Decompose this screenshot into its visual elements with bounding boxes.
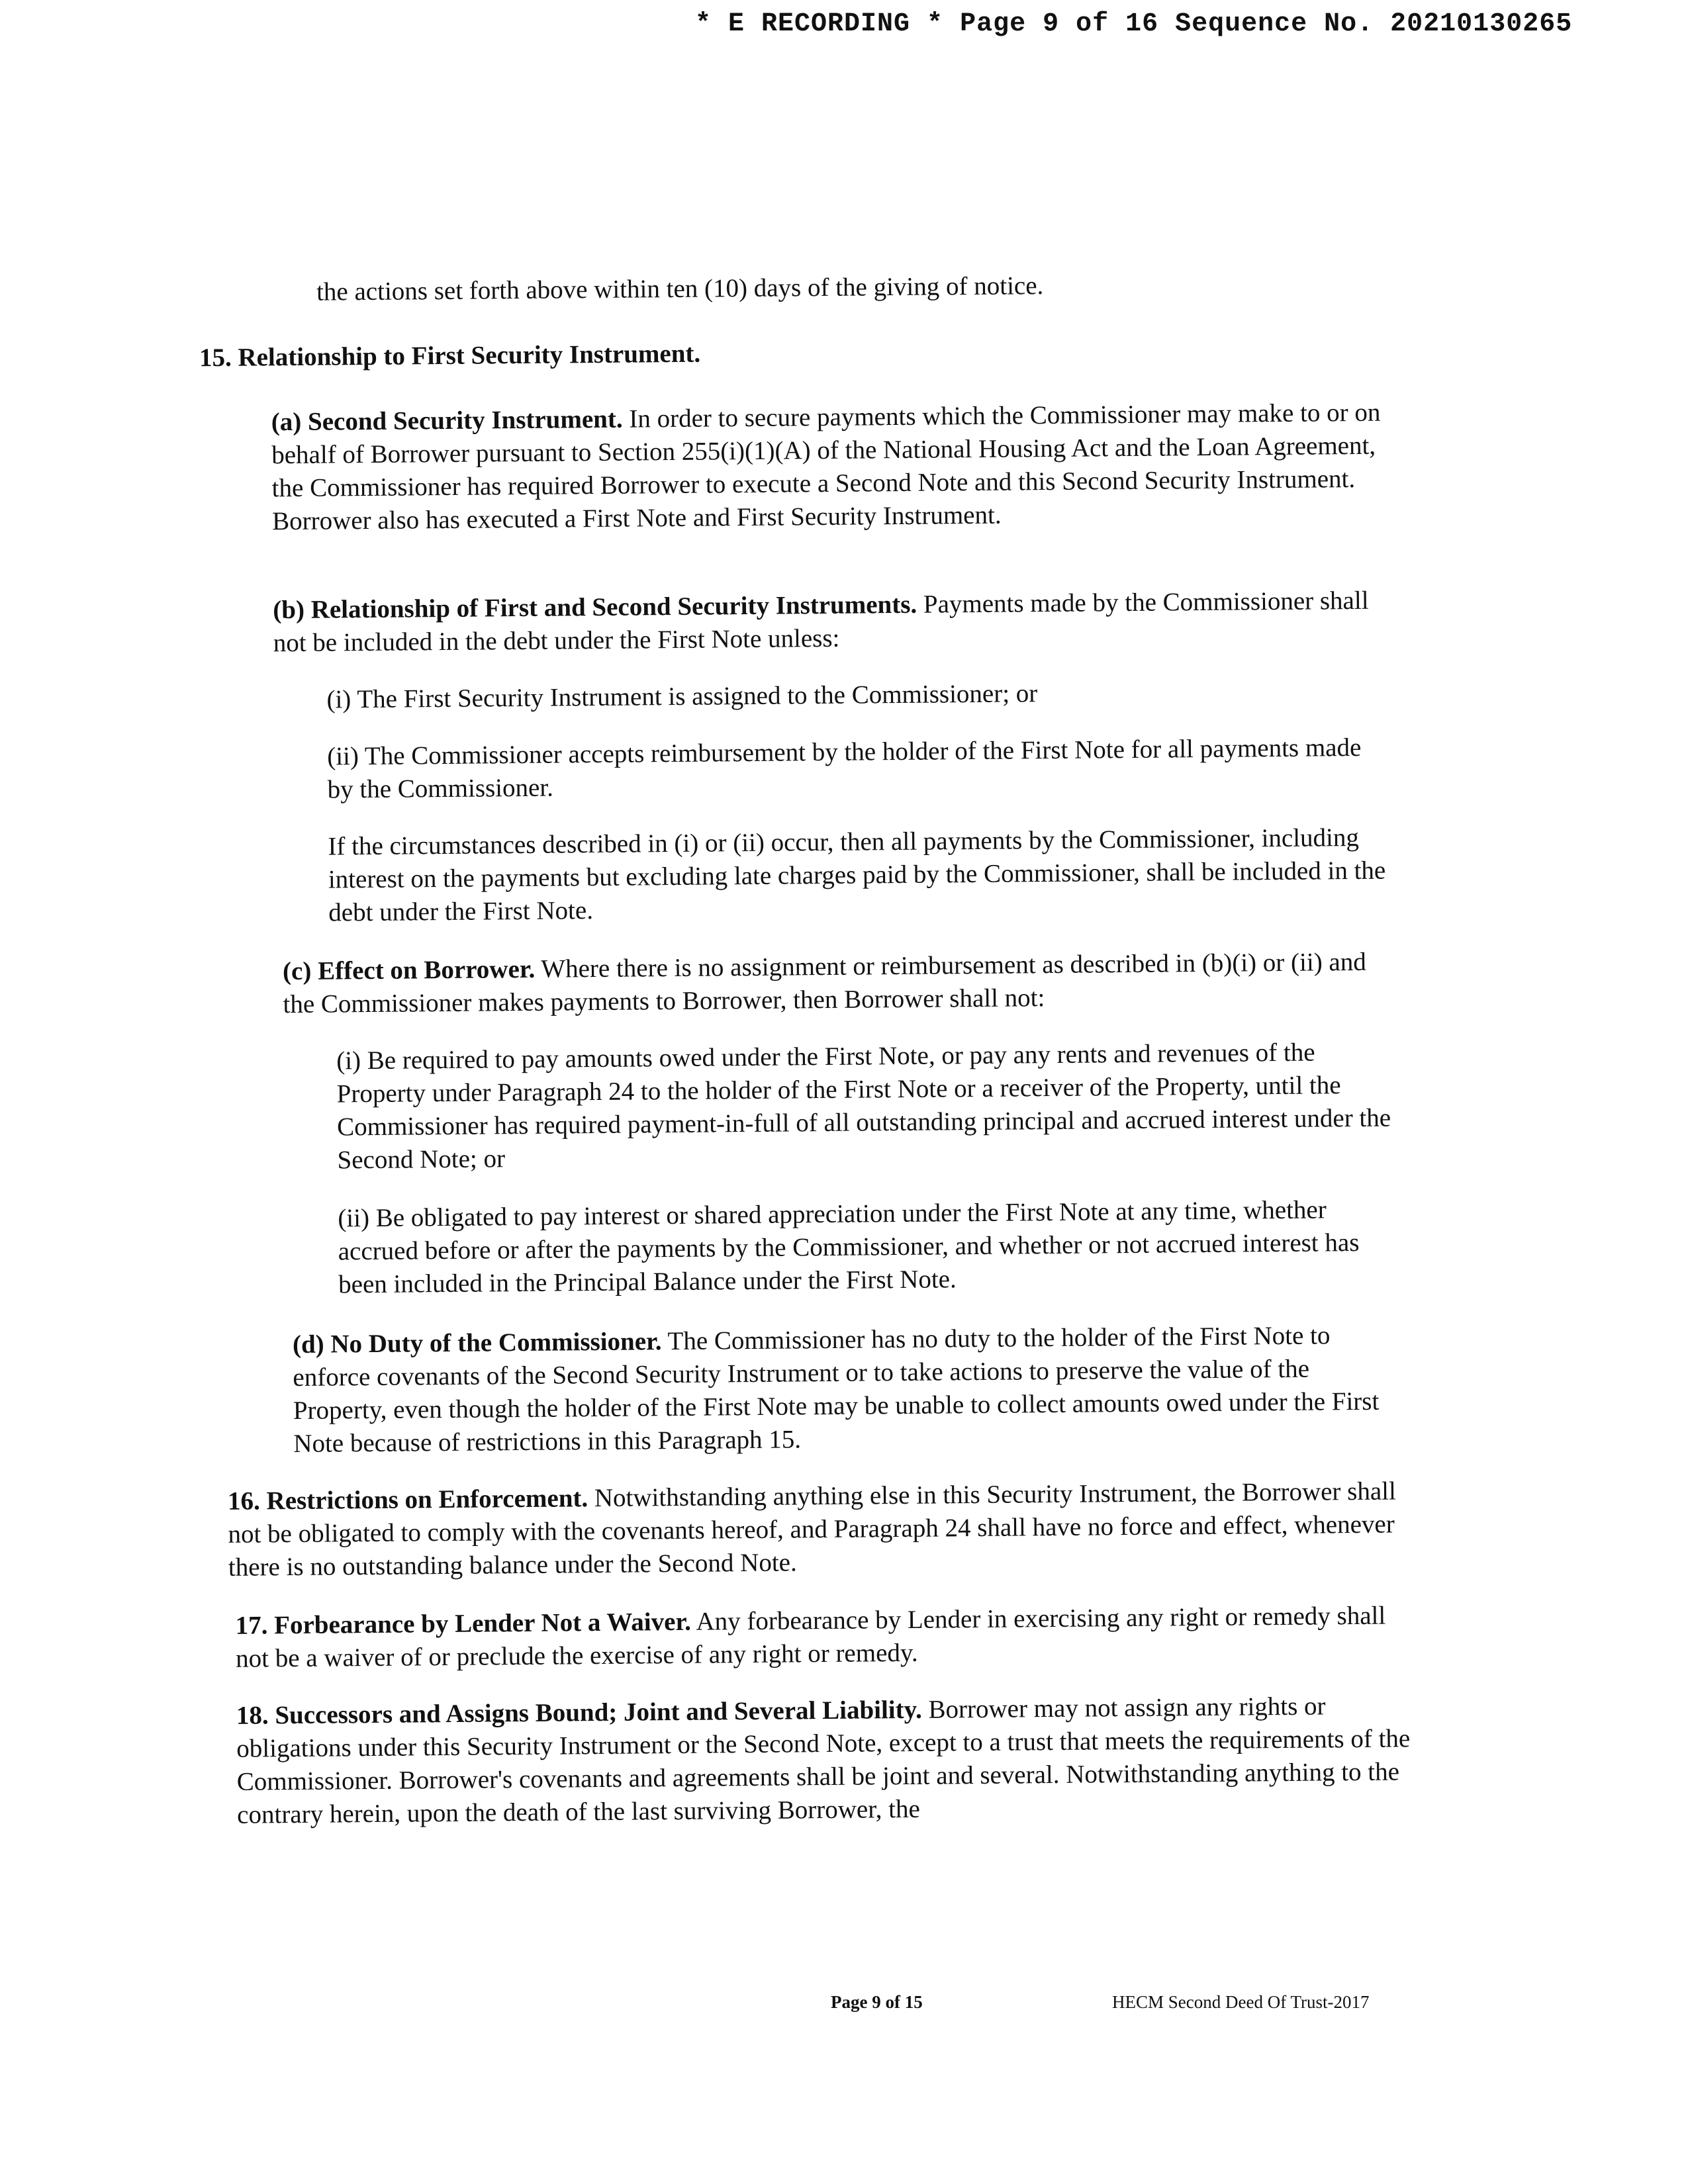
section-15b-text: Payments made by the Commissioner shall not be included in the debt under the First Note unless: xyxy=(273,586,1369,658)
section-15b xyxy=(273,584,1385,660)
page-number: Page 9 of 15 xyxy=(831,1992,923,2012)
section-15d-text: The Commissioner has no duty to the holder of the First Note to enforce covenants of the Second Security Instrument or to take actions to preserve the value of the Property, even though the holder of the First Note may be unable to collect amounts owed under the First Note because of restrictions in this Paragraph 15. xyxy=(293,1321,1380,1459)
section-15b-i: (i) The First Security Instrument is assigned to the Commissioner; or xyxy=(326,679,1038,714)
section-15a-text: In order to secure payments which the Commissioner may make to or on behalf of Borrower pursuant to Section 255(i)(1)(A) of the National Housing Act and the Loan Agreement, the Commissioner has required Borrower to execute a Second Note and this Second Security Instrument. Borrower also has executed a First Note and First Security Instrument. xyxy=(271,398,1381,536)
section-15c xyxy=(283,946,1395,1022)
section-18-text: Borrower may not assign any rights or obligations under this Security Instrument or the Second Note, except to a trust that meets the requirements of the Commissioner. Borrower's covenants and agreements shall be joint and several. Notwithstanding anything to the contrary herein, upon the death of the last surviving Borrower, the xyxy=(236,1692,1411,1829)
section-16 xyxy=(228,1475,1400,1584)
section-15a-title: (a) Second Security Instrument. xyxy=(271,404,623,437)
section-15c-text: Where there is no assignment or reimbursement as described in (b)(i) or (ii) and the Commissioner makes payments to Borrower, then Borrower shall not: xyxy=(283,947,1366,1019)
document-body xyxy=(0,257,1680,1829)
section-18 xyxy=(236,1689,1416,1832)
section-16-text: Notwithstanding anything else in this Security Instrument, the Borrower shall not be obligated to comply with the covenants hereof, and Paragraph 24 shall have no force and effect, whenever there is no outstanding balance under the Second Note. xyxy=(228,1477,1397,1582)
section-15c-title: (c) Effect on Borrower. xyxy=(282,954,536,986)
continuation-text: the actions set forth above within ten (10) days of the giving of notice. xyxy=(316,271,1044,306)
form-name: HECM Second Deed Of Trust-2017 xyxy=(1112,1992,1370,2012)
section-16-title: 16. Restrictions on Enforcement. xyxy=(227,1484,588,1516)
recording-stamp: * E RECORDING * Page 9 of 16 Sequence No. 20210130265 xyxy=(695,9,1573,39)
section-15-heading: 15. Relationship to First Security Instrument. xyxy=(199,339,701,373)
section-15d-title: (d) No Duty of the Commissioner. xyxy=(292,1327,662,1359)
section-15d xyxy=(293,1318,1406,1461)
section-15b-ii: (ii) The Commissioner accepts reimbursement by the holder of the First Note for all payments made by the Commissioner. xyxy=(327,733,1362,804)
section-15c-i: (i) Be required to pay amounts owed under the First Note, or pay any rents and revenues of the Property under Paragraph 24 to the holder of the First Note or a receiver of the Property, until the Commissioner has required payment-in-full of all outstanding principal and accrued interest under the Second Note; or xyxy=(336,1038,1391,1175)
section-15c-ii: (ii) Be obligated to pay interest or shared appreciation under the First Note at any time, whether accrued before or after the payments by the Commissioner, and whether or not accrued interest has been included in the Principal Balance under the First Note. xyxy=(338,1195,1360,1299)
section-15a xyxy=(271,396,1385,539)
section-18-title: 18. Successors and Assigns Bound; Joint and Several Liability. xyxy=(236,1695,922,1730)
section-15b-title: (b) Relationship of First and Second Security Instruments. xyxy=(273,590,917,625)
section-15b-condition: If the circumstances described in (i) or (ii) occur, then all payments by the Commissioner, including interest on the payments but excluding late charges paid by the Commissioner, shall be included in the debt under the First Note. xyxy=(328,823,1386,927)
section-17 xyxy=(235,1599,1401,1675)
section-17-text: Any forbearance by Lender in exercising any right or remedy shall not be a waiver of or preclude the exercise of any right or remedy. xyxy=(235,1601,1386,1673)
section-17-title: 17. Forbearance by Lender Not a Waiver. xyxy=(235,1607,692,1640)
